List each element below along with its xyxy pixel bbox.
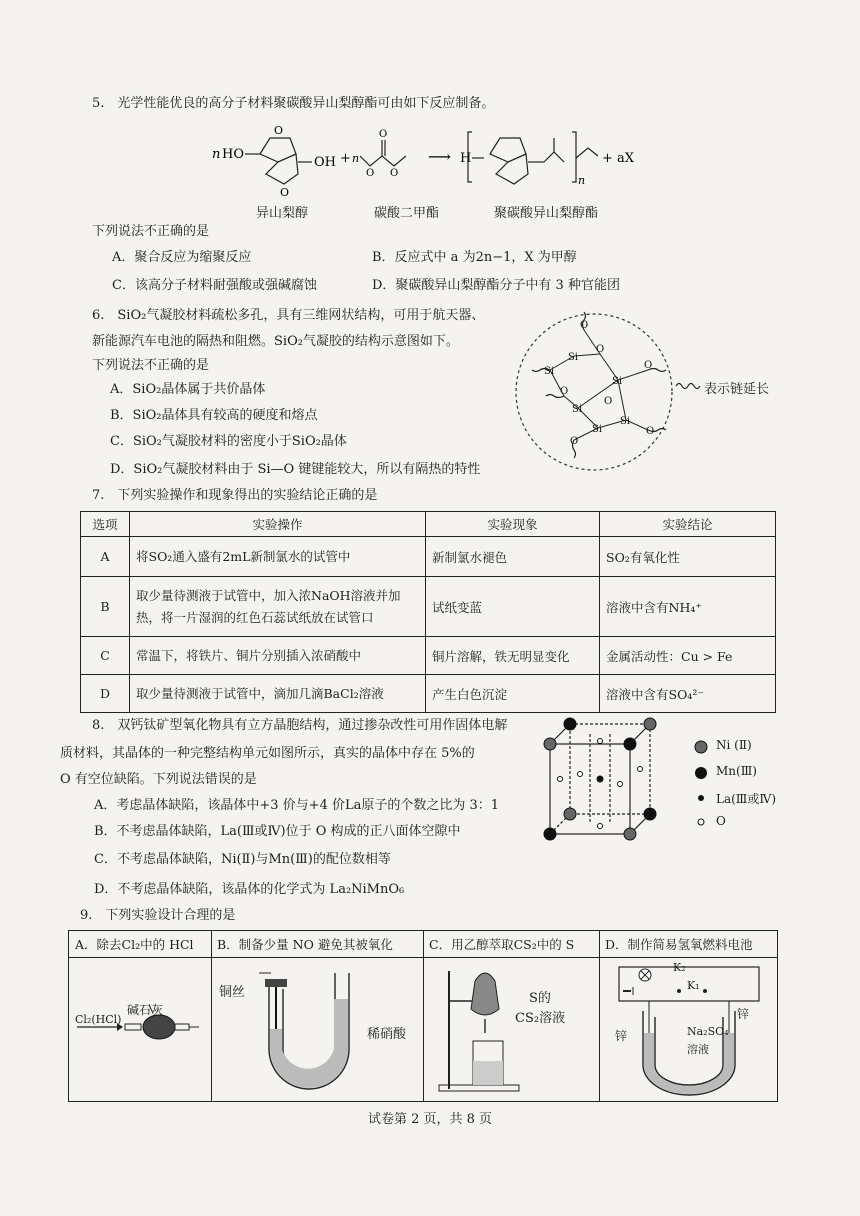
- row-option: B: [81, 577, 130, 637]
- q5-stem: 5. 光学性能优良的高分子材料聚碳酸异山梨醇酯可由如下反应制备。: [92, 96, 495, 111]
- row-conclusion: 溶液中含有NH₄⁺: [600, 577, 776, 637]
- switch-k2-label: K₂: [673, 961, 686, 974]
- chain-extension-legend-label: 表示链延长: [704, 382, 770, 397]
- legend-la-label: La(Ⅲ或Ⅳ): [716, 792, 777, 806]
- table-row: [81, 577, 776, 637]
- na2so4-label: Na₂SO₄: [687, 1025, 729, 1038]
- q5-coef-n2: n: [352, 152, 360, 165]
- q7-stem: 7. 下列实验操作和现象得出的实验结论正确的是: [92, 488, 378, 503]
- separatory-funnel-apparatus: [435, 961, 535, 1095]
- row-phenomenon: 铜片溶解，铁无明显变化: [426, 637, 600, 675]
- q6-question: 下列说法不正确的是: [92, 358, 210, 373]
- q5-arrow: ⟶: [428, 147, 451, 166]
- header-option: 选项: [81, 512, 130, 537]
- o-atom: O: [604, 396, 613, 407]
- row-option: C: [81, 637, 130, 675]
- row-option: A: [81, 537, 130, 577]
- header-phenomenon: 实验现象: [426, 512, 600, 537]
- cl2-hcl-label: Cl₂(HCl): [75, 1013, 122, 1026]
- q8-option-c: C．不考虑晶体缺陷，Ni(Ⅱ)与Mn(Ⅲ)的配位数相等: [94, 852, 391, 867]
- legend-o-icon: [697, 818, 705, 826]
- q5-ring-o2: O: [280, 186, 290, 199]
- o-atom: O: [596, 344, 605, 355]
- q6-option-a: A．SiO₂晶体属于共价晶体: [110, 382, 266, 397]
- q9-stem: 9. 下列实验设计合理的是: [80, 908, 236, 923]
- q5-ester-o2: O: [390, 168, 399, 179]
- row-phenomenon: 新制氯水褪色: [426, 537, 600, 577]
- q6-option-c: C．SiO₂气凝胶材料的密度小于SiO₂晶体: [110, 434, 347, 449]
- q7-experiment-table: [80, 511, 776, 713]
- q9-option-d-title: D．制作简易氢氧燃料电池: [605, 937, 753, 952]
- si-atom: Si: [612, 376, 623, 387]
- q8-option-b: B．不考虑晶体缺陷，La(Ⅲ或Ⅳ)位于 O 构成的正八面体空隙中: [94, 824, 461, 839]
- q5-product-h: H: [460, 151, 472, 166]
- switch-k1-label: K₁: [687, 979, 700, 992]
- zinc-left-label: 锌: [615, 1029, 628, 1043]
- table-row: [81, 675, 776, 713]
- si-atom: Si: [568, 352, 579, 363]
- table-row: [81, 537, 776, 577]
- zinc-right-label: 锌: [737, 1007, 750, 1021]
- row-conclusion: 金属活动性：Cu > Fe: [600, 637, 776, 675]
- q5-ho-label: HO: [222, 147, 244, 162]
- q5-reaction-scheme: [200, 118, 680, 198]
- row-option: D: [81, 675, 130, 713]
- row-phenomenon: 试纸变蓝: [426, 577, 600, 637]
- legend-ni-icon: [694, 740, 708, 754]
- row-phenomenon: 产生白色沉淀: [426, 675, 600, 713]
- q6-stem-line2: 新能源汽车电池的隔热和阻燃。SiO₂气凝胶的结构示意图如下。: [92, 334, 459, 349]
- q5-oh-label: OH: [314, 155, 336, 170]
- sio2-aerogel-diagram: [508, 300, 684, 480]
- q8-option-a: A．考虑晶体缺陷，该晶体中+3 价与+4 价La原子的个数之比为 3：1: [94, 798, 500, 813]
- row-conclusion: SO₂有氧化性: [600, 537, 776, 577]
- q5-label-isosorbide: 异山梨醇: [256, 206, 309, 221]
- o-atom: O: [646, 426, 655, 437]
- si-atom: Si: [620, 416, 631, 427]
- q8-stem-line2: 质材料，其晶体的一种完整结构单元如图所示，真实的晶体中存在 5%的: [60, 746, 475, 761]
- row-operation: 常温下，将铁片、铜片分别插入浓硝酸中: [130, 637, 426, 675]
- u-tube-apparatus: [255, 969, 365, 1093]
- q8-stem-line1: 8. 双钙钛矿型氧化物具有立方晶胞结构，通过掺杂改性可用作固体电解: [92, 718, 508, 733]
- sulfur-label: S的: [529, 991, 551, 1006]
- row-operation: 取少量待测液于试管中，加入浓NaOH溶液并加热，将一片湿润的红色石蕊试纸放在试管口: [130, 577, 426, 637]
- q8-stem-line3: O 有空位缺陷。下列说法错误的是: [60, 772, 257, 787]
- chain-extension-legend-icon: [676, 380, 704, 392]
- q9-option-c-title: C．用乙醇萃取CS₂中的 S: [429, 937, 575, 952]
- o-atom: O: [560, 386, 569, 397]
- legend-ni-label: Ni (Ⅱ): [716, 738, 752, 752]
- legend-mn-label: Mn(Ⅲ): [716, 764, 757, 778]
- row-operation: 取少量待测液于试管中，滴加几滴BaCl₂溶液: [130, 675, 426, 713]
- q5-coef-n1: n: [212, 147, 221, 162]
- cs2-solution-label: CS₂溶液: [515, 1011, 566, 1026]
- q8-option-d: D．不考虑晶体缺陷，该晶体的化学式为 La₂NiMnO₆: [94, 882, 405, 897]
- q5-option-a: A．聚合反应为缩聚反应: [112, 250, 252, 265]
- q9-option-b-title: B．制备少量 NO 避免其被氧化: [217, 937, 393, 952]
- perovskite-unit-cell-diagram: [540, 716, 660, 846]
- o-atom: O: [570, 436, 579, 447]
- si-atom: Si: [592, 424, 603, 435]
- soda-lime-label: 碱石灰: [127, 1003, 164, 1017]
- table-header-row: [81, 512, 776, 537]
- legend-o-label: O: [716, 814, 726, 828]
- solution-label: 溶液: [687, 1043, 709, 1056]
- si-atom: Si: [572, 404, 583, 415]
- dilute-nitric-acid-label: 稀硝酸: [367, 1027, 407, 1042]
- q5-ester-o1: O: [366, 168, 375, 179]
- q6-stem-line1: 6. SiO₂气凝胶材料疏松多孔，具有三维网状结构，可用于航天器、: [92, 308, 485, 323]
- q6-option-b: B．SiO₂晶体具有较高的硬度和熔点: [110, 408, 318, 423]
- legend-mn-icon: [694, 766, 708, 780]
- page-footer: 试卷第 2 页，共 8 页: [367, 1112, 493, 1127]
- si-atom: Si: [544, 366, 555, 377]
- q5-carbonyl-o: O: [379, 129, 388, 140]
- q6-option-d: D．SiO₂气凝胶材料由于 Si—O 键键能较大，所以有隔热的特性: [110, 462, 481, 477]
- copper-wire-label: 铜丝: [219, 985, 246, 1000]
- q5-plus1: +: [340, 151, 351, 166]
- q5-option-c: C．该高分子材料耐强酸或强碱腐蚀: [112, 278, 317, 293]
- q5-label-dmc: 碳酸二甲酯: [374, 206, 440, 221]
- q5-product-plus: + aX: [602, 151, 635, 166]
- legend-la-icon: [697, 794, 705, 802]
- header-operation: 实验操作: [130, 512, 426, 537]
- q5-option-b: B．反应式中 a 为2n−1，X 为甲醇: [372, 250, 577, 265]
- o-atom: O: [580, 320, 589, 331]
- row-operation: 将SO₂通入盛有2mL新制氯水的试管中: [130, 537, 426, 577]
- q9-option-a-title: A．除去Cl₂中的 HCl: [75, 937, 194, 952]
- q5-ring-o1: O: [274, 124, 284, 137]
- q5-label-product: 聚碳酸异山梨醇酯: [494, 206, 599, 221]
- q9-options-grid: [68, 930, 778, 1102]
- o-atom: O: [644, 360, 653, 371]
- q5-question: 下列说法不正确的是: [92, 224, 210, 239]
- row-conclusion: 溶液中含有SO₄²⁻: [600, 675, 776, 713]
- header-conclusion: 实验结论: [600, 512, 776, 537]
- q5-option-d: D．聚碳酸异山梨醇酯分子中有 3 种官能团: [372, 278, 620, 293]
- table-row: [81, 637, 776, 675]
- q5-product-n: n: [578, 174, 586, 187]
